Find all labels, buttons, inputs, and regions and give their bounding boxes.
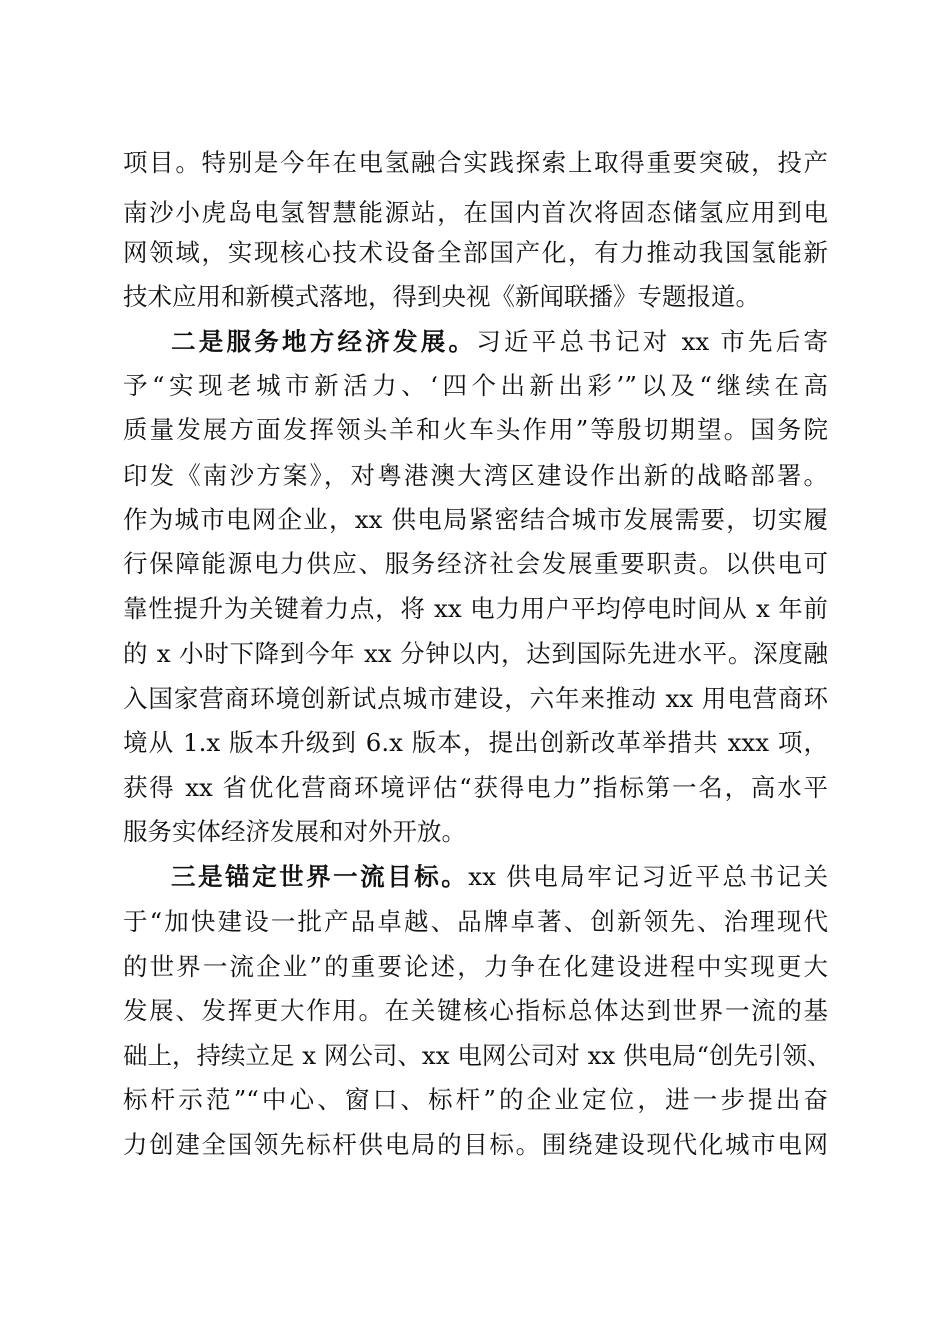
paragraph-1-line-4: 技术应用和新模式落地，得到央视《新闻联播》专题报道。 xyxy=(123,282,760,311)
paragraph-1-line-2: 南沙小虎岛电氢智慧能源站，在国内首次将固态储氢应用到电 xyxy=(123,198,828,227)
paragraph-2-line-12: 服务实体经济发展和对外开放。 xyxy=(123,817,466,846)
paragraph-3-line-3: 的世界一流企业”的重要论述，力争在化建设进程中实现更大 xyxy=(123,952,828,981)
paragraph-2-line-4: 印发《南沙方案》，对粤港澳大湾区建设作出新的战略部署。 xyxy=(123,461,828,490)
paragraph-2-heading: 二是服务地方经济发展。 xyxy=(171,327,477,356)
paragraph-3-line-5: 础上，持续立足 x 网公司、xx 电网公司对 xx 供电局“创先引领、 xyxy=(123,1041,832,1070)
paragraph-2-line-6: 行保障能源电力供应、服务经济社会发展重要职责。以供电可 xyxy=(123,549,828,578)
paragraph-2-line-11: 获得 xx 省优化营商环境评估“获得电力”指标第一名，高水平 xyxy=(123,773,828,802)
paragraph-1-line-1: 项目。特别是今年在电氢融合实践探索上取得重要突破，投产 xyxy=(123,148,828,177)
paragraph-3-line-6: 标杆示范”“中心、窗口、标杆”的企业定位，进一步提出奋 xyxy=(123,1085,828,1114)
paragraph-2-line-2: 予“实现老城市新活力、‘四个出新出彩’”以及“继续在高 xyxy=(123,371,828,400)
paragraph-2-line-3: 质量发展方面发挥领头羊和火车头作用”等殷切期望。国务院 xyxy=(123,415,828,444)
paragraph-3-line-1 xyxy=(171,860,828,894)
paragraph-2-line-10: 境从 1.x 版本升级到 6.x 版本，提出创新改革举措共 xxx 项， xyxy=(123,728,828,757)
paragraph-2-line-1 xyxy=(171,325,828,359)
paragraph-1-line-3: 网领域，实现核心技术设备全部国产化，有力推动我国氢能新 xyxy=(123,238,828,267)
paragraph-2-line-9: 入国家营商环境创新试点城市建设，六年来推动 xx 用电营商环 xyxy=(123,684,828,713)
paragraph-2-line-1-text: 习近平总书记对 xx 市先后寄 xyxy=(476,327,828,356)
paragraph-3-line-7: 力创建全国领先标杆供电局的目标。围绕建设现代化城市电网 xyxy=(123,1130,828,1159)
paragraph-3-heading: 三是锚定世界一流目标。 xyxy=(171,862,469,891)
paragraph-3-line-4: 发展、发挥更大作用。在关键核心指标总体达到世界一流的基 xyxy=(123,996,828,1025)
paragraph-2-line-8: 的 x 小时下降到今年 xx 分钟以内，达到国际先进水平。深度融 xyxy=(123,639,828,668)
paragraph-3-line-2: 于“加快建设一批产品卓越、品牌卓著、创新领先、治理现代 xyxy=(123,907,828,936)
paragraph-3-line-1-text: xx 供电局牢记习近平总书记关 xyxy=(468,862,829,891)
paragraph-2-line-7: 靠性提升为关键着力点，将 xx 电力用户平均停电时间从 x 年前 xyxy=(123,594,828,623)
paragraph-2-line-5: 作为城市电网企业，xx 供电局紧密结合城市发展需要，切实履 xyxy=(123,505,828,534)
